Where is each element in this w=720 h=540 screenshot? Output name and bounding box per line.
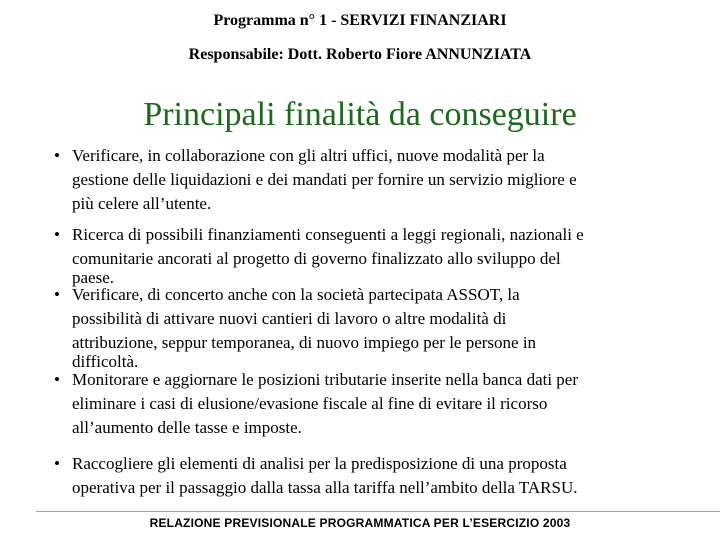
bullet-dot: • <box>54 225 60 244</box>
bullet-text <box>72 452 578 500</box>
bullet-line: Verificare, in collaborazione con gli altri uffici, nuove modalità per la <box>72 146 545 165</box>
bullet-line: Monitorare e aggiornare le posizioni tributarie inserite nella banca dati per <box>72 370 579 389</box>
bullet-dot: • <box>54 454 60 473</box>
footer-caption: RELAZIONE PREVISIONALE PROGRAMMATICA PER L’ESERCIZIO 2003 <box>149 516 571 530</box>
bullet-text <box>72 283 536 369</box>
bullet-dot: • <box>54 146 60 165</box>
bullet-line: possibilità di attivare nuovi cantieri di lavoro o altre modalità di <box>72 309 507 328</box>
bullet-text <box>72 223 584 285</box>
bullet-line: più celere all’utente. <box>72 194 212 213</box>
bullet-line: Ricerca di possibili finanziamenti conseguenti a leggi regionali, nazionali e <box>72 225 584 244</box>
bullet-line: Verificare, di concerto anche con la società partecipata ASSOT, la <box>72 285 520 304</box>
program-heading: Programma n° 1 - SERVIZI FINANZIARI <box>213 12 507 29</box>
bullet-line: attribuzione, seppur temporanea, di nuovo impiego per le persone in <box>72 333 537 352</box>
bullet-line: paese. <box>72 268 115 287</box>
bullet-line: eliminare i casi di elusione/evasione fiscale al fine di evitare il ricorso <box>72 394 548 413</box>
footer-divider <box>36 511 720 512</box>
slide-title: Principali finalità da conseguire <box>143 96 577 133</box>
bullet-line: all’aumento delle tasse e imposte. <box>72 418 302 437</box>
bullet-line: gestione delle liquidazioni e dei mandati per fornire un servizio migliore e <box>72 170 577 189</box>
manager-heading: Responsabile: Dott. Roberto Fiore ANNUNZIATA <box>188 46 532 63</box>
bullet-dot: • <box>54 285 60 304</box>
bullet-text <box>72 368 578 440</box>
bullet-line: comunitarie ancorati al progetto di governo finalizzato allo sviluppo del <box>72 249 561 268</box>
bullet-line: difficoltà. <box>72 352 139 371</box>
bullet-text <box>72 144 577 216</box>
bullet-dot: • <box>54 370 60 389</box>
bullet-line: operativa per il passaggio dalla tassa alla tariffa nell’ambito della TARSU. <box>72 478 578 497</box>
bullet-line: Raccogliere gli elementi di analisi per la predisposizione di una proposta <box>72 454 567 473</box>
